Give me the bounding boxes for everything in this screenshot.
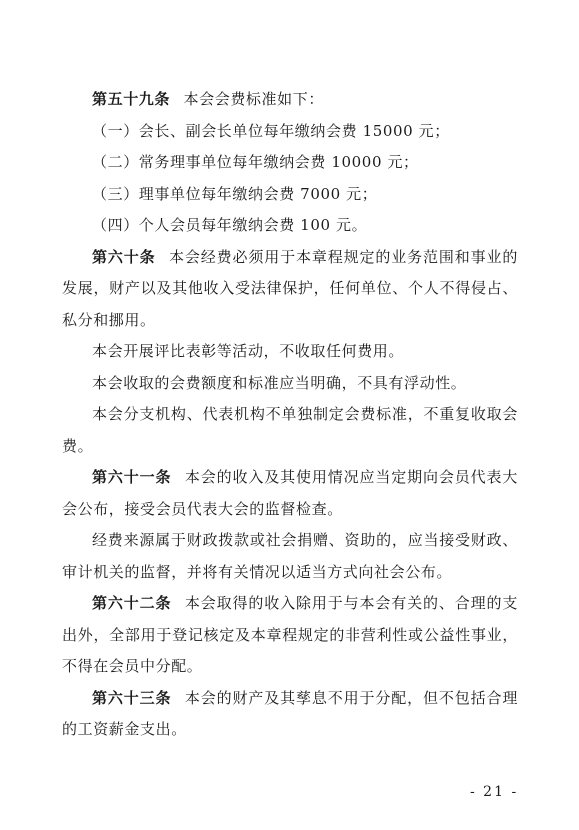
article-text: 本会会费标准如下： bbox=[183, 90, 324, 108]
article-heading: 第六十条 bbox=[92, 247, 156, 266]
article-heading: 第六十一条 bbox=[92, 468, 172, 486]
paragraph: 经费来源属于财政拨款或社会捐赠、资助的，应当接受财政、审计机关的监督，并将有关情况以适当方式向社会公布。 bbox=[62, 531, 518, 581]
article-62 bbox=[62, 588, 518, 683]
page-number: - 21 - bbox=[470, 784, 519, 800]
article-text: 本会经费必须用于本章程规定的业务范围和事业的发展，财产以及其他收入受法律保护，任何单位、个人不得侵占、私分和挪用。 bbox=[62, 247, 519, 329]
document-body bbox=[62, 84, 518, 746]
article-heading: 第六十二条 bbox=[92, 594, 172, 612]
article-63 bbox=[62, 683, 518, 746]
article-60 bbox=[62, 242, 518, 337]
paragraph: 本会收取的会费额度和标准应当明确，不具有浮动性。 bbox=[92, 373, 467, 392]
fee-item: （二）常务理事单位每年缴纳会费 10000 元； bbox=[92, 153, 419, 171]
article-text: 本会的财产及其孳息不用于分配，但不包括合理的工资薪金支出。 bbox=[62, 688, 518, 738]
article-59 bbox=[62, 84, 518, 116]
article-61 bbox=[62, 462, 518, 525]
fee-item: （四）个人会员每年缴纳会费 100 元。 bbox=[92, 216, 368, 234]
paragraph: 本会分支机构、代表机构不单独制定会费标准，不重复收取会费。 bbox=[62, 405, 518, 455]
paragraph: 本会开展评比表彰等活动，不收取任何费用。 bbox=[92, 342, 405, 360]
article-text: 本会的收入及其使用情况应当定期向会员代表大会公布，接受会员代表大会的监督检查。 bbox=[62, 468, 518, 518]
article-heading: 第五十九条 bbox=[92, 90, 171, 108]
article-text: 本会取得的收入除用于与本会有关的、合理的支出外，全部用于登记核定及本章程规定的非营利性或公益性事业，不得在会员中分配。 bbox=[62, 594, 518, 675]
fee-item: （一）会长、副会长单位每年缴纳会费 15000 元； bbox=[92, 121, 450, 140]
article-heading: 第六十三条 bbox=[92, 688, 172, 707]
fee-item: （三）理事单位每年缴纳会费 7000 元； bbox=[92, 184, 378, 203]
